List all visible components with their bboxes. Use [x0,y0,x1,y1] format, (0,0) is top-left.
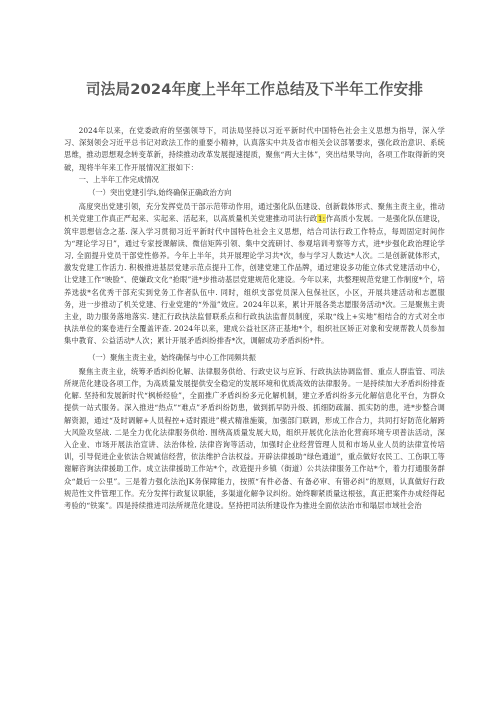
party-building-paragraph [64,201,445,347]
subsection-heading-main-duties: （一）聚焦主责主业，始终确保与中心工作同频共振 [88,352,256,362]
party-building-text-rest: 作高质小发展。一是强化队伍建设，筑牢思想信念之基. 深入学习贯彻习近平新时代中国特色社会主义思想，结合司法行政工作特点，每周固定时间作为“理论学习日”，通过专家授课解读、微信矩阵引领、集中交流研讨、参观培训考察等方式，进*步强化政治理论学习, 全面提升党员干部党性修养。今年上半年，共开展理论学习共*次，参与学习人数达*人次。二是创新就体形式，激发党建工作活力. 积极推进基层党建示范点提升工作，创建党建工作品牌，通过建设多功能立体式党建活动中心，让党建工作“映脸”、使嫌政文化“抢眼”进*步推动基层党建规范化建设。今年以来，共整理规范党建工作制度*个，培养选拔*名优秀干部充实到党务工作者队伍中. 同时，组织支部党员深入包保社区，小区，开展共建活动和志愿服务，进一步推动了机关党建、行业党建的“外溢”效应。2024年以来，累计开展各类志愿服务活动*次。三是聚焦主责主业，助力服务落地落实. 建汇行政执法监督联系点和行政执法监督员制度，采取“线上+实地”相结合的方式对全市执法单位的案卷进行全覆盖评查. 2024年以来，建成公益社区济正基地*个，组织社区矫正对象和安规帮教人员参加集中教育、公益活动*人次；累计开展矛盾纠纷排杳*次，调解成功矛盾纠纷*件。 [64,214,445,346]
party-building-text-start: 高度突出党建引领，充分发挥党员干部示范带动作用，通过强化队伍建设、创新载体形式、聚焦主责主业，推动机关党建工作真正严起来、实起来、活起来，以高质量机关党建推动司法行政 [64,202,445,224]
document-title: 司法局2024年度上半年工作总结及下半年工作安排 [85,81,424,98]
highlighted-text: 1: [317,214,326,224]
intro-paragraph: 2024年以来，在党委政府的坚强领导下，司法局坚持以习近平新时代中国特色社会主义思想为指导，深入学习、深刻领会习近平总书记对政法工作的重要小精神，认真落实中共及省市相关会议部署要求，强化政治意识、系统思维，推动思想观念转变革新，持续推动改革发展提速提质，聚焦“两大主体”，突出结果导向，各项工作取得新的突破，现将半年来工作开展情况汇报如下： [64,126,445,172]
main-duties-paragraph: 聚焦主责主业，统筹矛盾纠纷化解、法律服务供给、行政史议与应诉、行政执法协调监督、重点人群监管、司法所规范化建设各项工作，为高质量发展提供安全稳定的发展环境和优质高效的法律服务。一是持续加大矛盾纠纷排查化解. 坚持和发展新时代“枫桥经验”，全面推广矛盾纠纷多元化解机制，建立矛盾纠纷多元化解信息化平台，为群众提供一站式服务。深入推进“热点”“难点”矛盾纠纷防患，做到抓早防升级、抓细防疏漏、抓实防的患，进*步整合调解资源，通过“及时调解+人员程控+适时跟进”模式精准施策，加强部门联调，形成工作合力，共同打好防范化解跨大风险攻坚战. 二是全力优化法律服务供给. 围绕高质量发展大局，组织开展优化法治化营商环境专项普法活动，深入企业、市场开展法治宣讲、法治体检, 法律咨询等活动，加强时企业经营管理人员和市场从业人员的法律宣传培训，引导促进企业依法合规诚信经营，依法维护合法权益。开辟法律援助“绿色通道”，重点做好农民工、工伤职工等谢解咨询法律援助工作。成立法律援助工作站*个，改造提升乡镇（街道）公共法律服务工作站*个，着力打通服务群众“最后一公里”。三是着力强化法治JK务保障能力，按照“有件必备、有备必审、有错必纠”的原则，认真做好行政规范性文件管理工作。充分发挥行政复议职能，多渠道化解争议纠纷。始终聊紧质量这根弦，真正把案件办成经得起考验的“铁案”。四是持续推进司法所规范化建设。坚持把司法所建设作为推进全面依法治市和塌层市域社会治 [64,366,445,511]
section-heading-first-half: 一、上半年工作完成情况 [78,174,159,184]
subsection-heading-party-building: （一）突出党建引学i,始终确保正确政治方向 [88,188,232,198]
